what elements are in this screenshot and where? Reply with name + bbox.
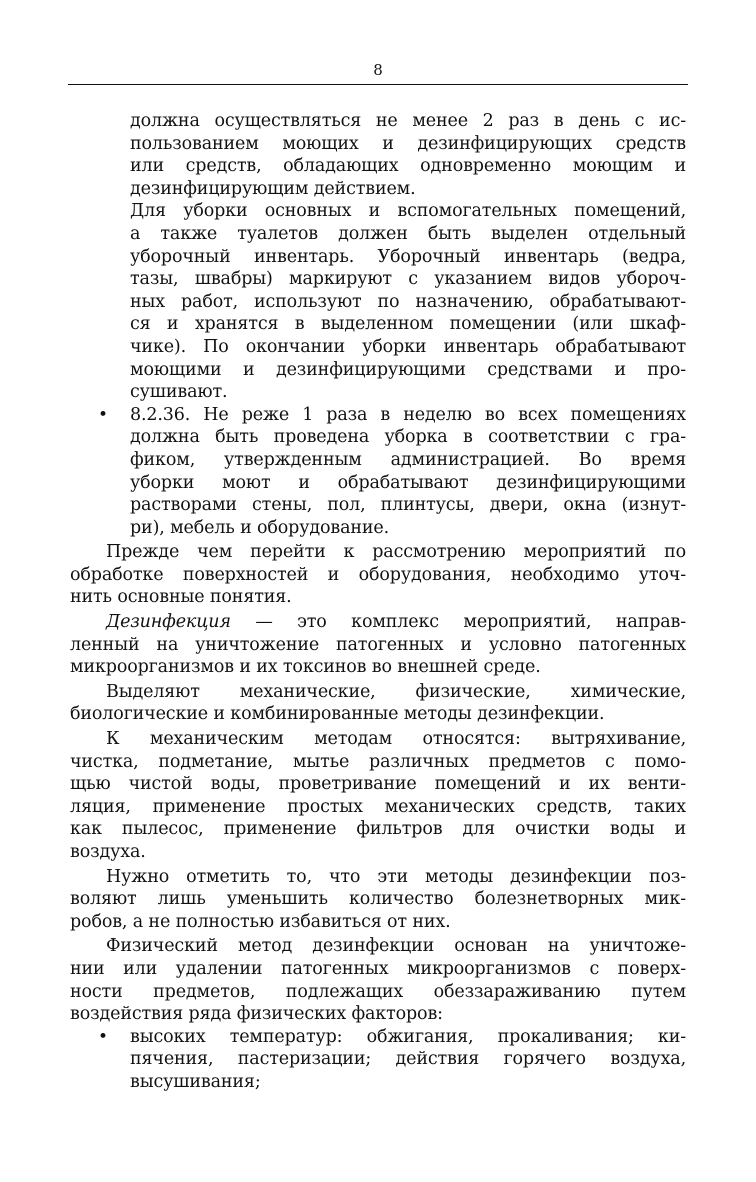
text-line: должна быть проведена уборка в соответствии с гра- [130,427,686,448]
text-line: щью чистой воды, проветривание помещений и их венти- [70,774,686,795]
text-line: высоких температур: обжигания, прокаливания; ки- [130,1026,686,1047]
text-line: ся и хранятся в выделенном помещении (или шкаф- [130,314,686,335]
text-line: воздействия ряда физических факторов: [70,1004,443,1025]
text-line: должна осуществляться не менее 2 раз в день с ис- [130,111,686,131]
bullet-item-high-temperatures [70,1026,686,1094]
paragraph-methods [70,681,686,726]
continued-paragraph [70,110,686,200]
text-line: пячения, пастеризации; действия горячего воздуха, [130,1049,686,1070]
text-line: чистка, подметание, мытье различных предметов с помо- [70,751,686,772]
header-rule [68,84,688,85]
text-line: микроорганизмов и их токсинов во внешней среде. [70,657,541,678]
text-line: ри), мебель и оборудование. [130,517,390,538]
bullet-icon: • [98,404,108,425]
paragraph-mechanical-methods [70,728,686,864]
text-line: пользованием моющих и дезинфицирующих средств [130,133,686,154]
text-line: уборки моют и обрабатывают дезинфицирующими [130,472,686,493]
text-line: нии или удалении патогенных микроорганизмов с поверх- [70,958,686,979]
text-line: Для уборки основных и вспомогательных помещений, [130,201,686,222]
text-line [70,611,686,634]
text-line: или средств, обладающих одновременно моющим и [130,156,686,177]
text-line: нить основные понятия. [70,587,292,608]
text-line: ляция, применение простых механических средств, таких [70,796,686,817]
paragraph-physical-method [70,935,686,1025]
text-line: ленный на уничтожение патогенных и условно патогенных [70,634,686,655]
text-line: ности предметов, подлежащих обеззараживанию путем [70,981,686,1002]
text-line: робов, а не полностью избавиться от них. [70,911,451,932]
page-number: 8 [373,61,383,79]
text-line: тазы, швабры) маркируют с указанием видов убороч- [130,269,686,290]
text-line: К механическим методам относятся: вытряхивание, [106,729,686,750]
text-line: биологические и комбинированные методы дезинфекции. [70,704,605,725]
term-disinfection: Дезинфекция [106,612,231,633]
text-line: фиком, утвержденным администрацией. Во время [130,449,686,470]
text-line: 8.2.36. Не реже 1 раза в неделю во всех помещениях [130,404,686,425]
text-line: как пылесос, применение фильтров для очистки воды и [70,819,686,840]
text-line: дезинфицирующим действием. [130,178,416,199]
text-line: сушивают. [130,382,228,403]
text-line: Выделяют механические, физические, химические, [106,681,686,702]
text-line: Физический метод дезинфекции основан на уничтоже- [106,936,686,957]
text-line: уборочный инвентарь. Уборочный инвентарь (ведра, [130,246,686,267]
definition-text: — это комплекс мероприятий, направ- [230,612,686,633]
paragraph-intro-concepts [70,541,686,609]
text-line: обработке поверхностей и оборудования, необходимо уточ- [70,564,686,585]
text-line: а также туалетов должен быть выделен отдельный [130,223,686,244]
text-line: чике). По окончании уборки инвентарь обрабатывают [130,336,686,357]
paragraph-methods-note [70,866,686,934]
text-line: высушивания; [130,1071,261,1092]
paragraph-disinfection-definition [70,611,686,679]
text-line: моющими и дезинфицирующими средствами и про- [130,359,686,380]
text-line: Нужно отметить то, что эти методы дезинфекции поз- [106,866,686,887]
bullet-icon: • [98,1026,108,1047]
text-line: воляют лишь уменьшить количество болезнетворных мик- [70,889,686,910]
bullet-item-weekly-cleaning [70,404,686,540]
inventory-paragraph [70,200,686,403]
text-line: воздуха. [70,842,146,862]
text-line: растворами стены, пол, плинтусы, двери, окна (изнут- [130,495,686,516]
page-content [70,110,686,1094]
text-line: ных работ, используют по назначению, обрабатывают- [130,291,686,312]
text-line: Прежде чем перейти к рассмотрению мероприятий по [106,542,686,563]
